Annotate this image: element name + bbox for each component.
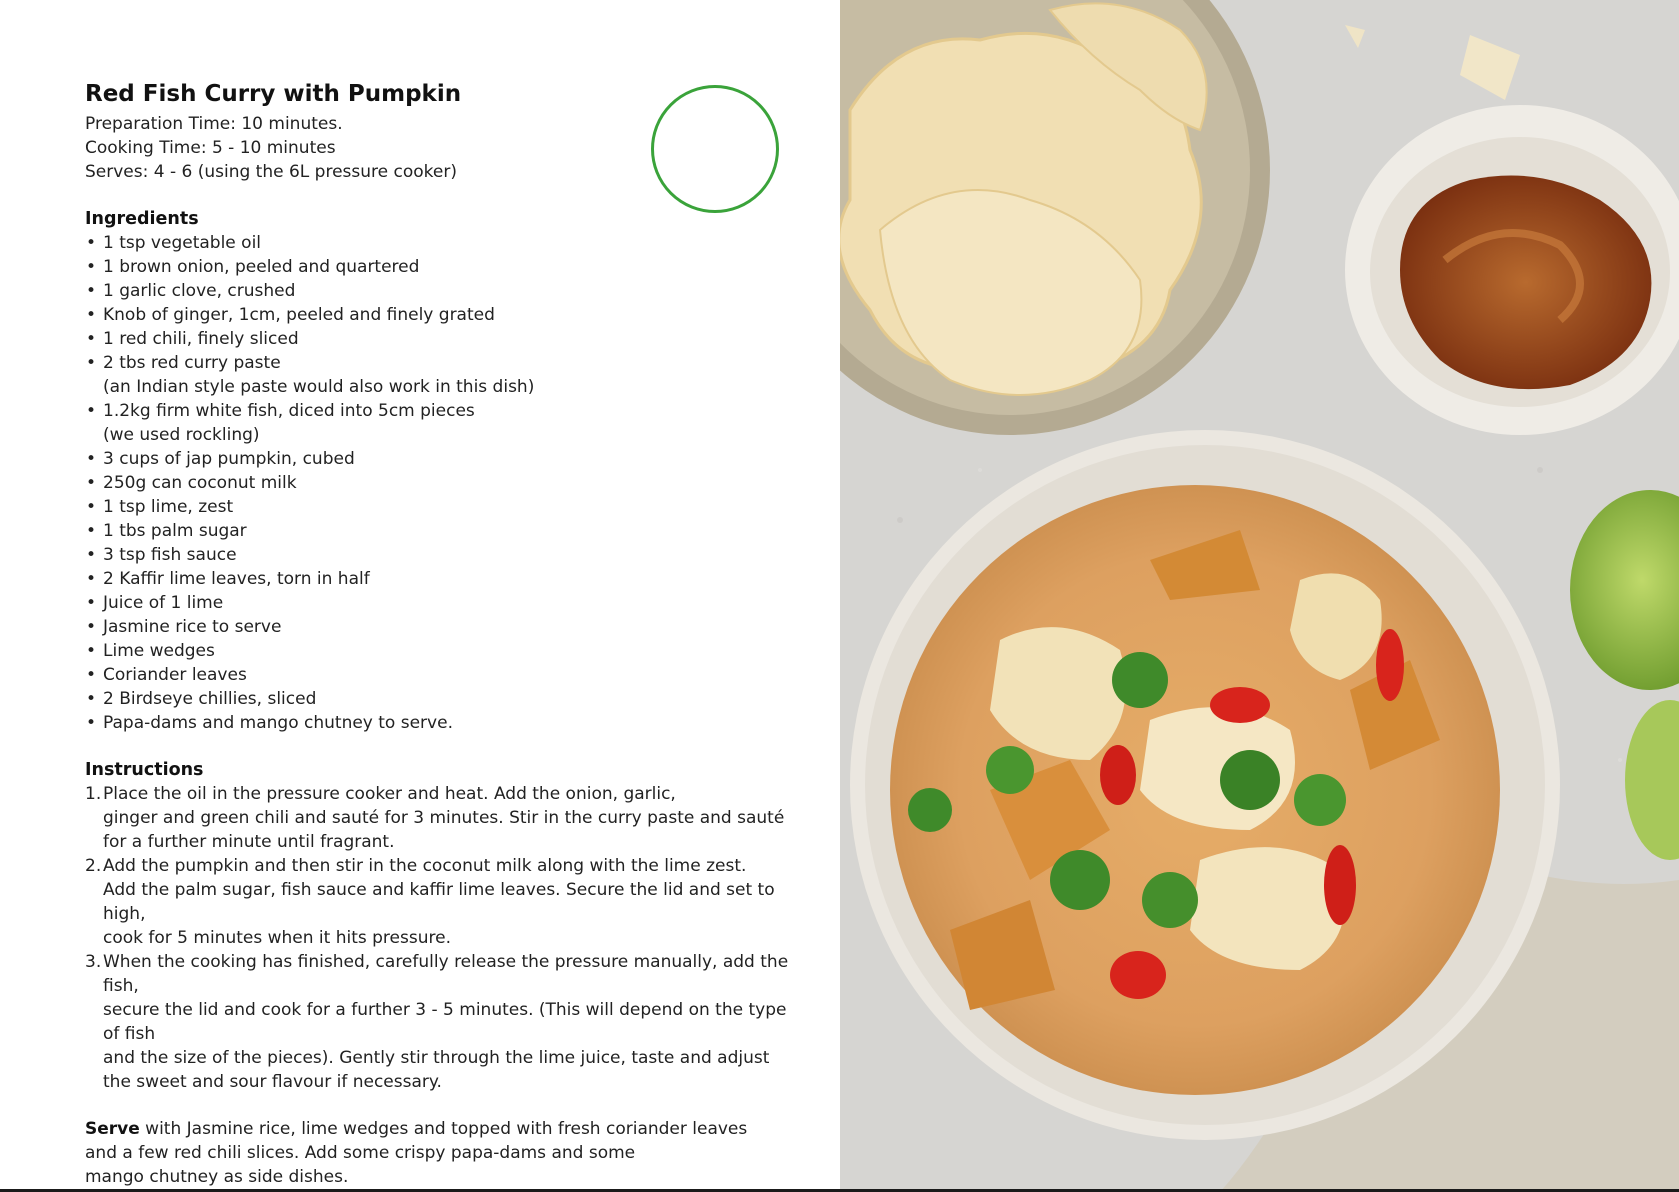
ingredients-heading: Ingredients (85, 209, 199, 229)
ingredient-note: (we used rockling) (103, 425, 260, 445)
cooking-time: Cooking Time: 5 - 10 minutes (85, 138, 336, 158)
instruction-step (85, 950, 805, 1094)
serve-line: and a few red chili slices. Add some crispy papa-dams and some (85, 1143, 636, 1163)
serve-line: with Jasmine rice, lime wedges and topped with fresh coriander leaves (139, 1119, 748, 1139)
chili-slice (1110, 951, 1166, 999)
ingredient-text: Juice of 1 lime (103, 593, 224, 613)
instructions-heading: Instructions (85, 760, 204, 780)
ingredient-item (85, 399, 805, 447)
ingredient-item (85, 279, 805, 303)
ingredient-item (85, 591, 805, 615)
step-number: 2. (85, 856, 102, 876)
ingredient-text: Coriander leaves (103, 665, 247, 685)
ingredient-text: 1.2kg firm white fish, diced into 5cm pieces (103, 401, 475, 421)
ingredient-text: Lime wedges (103, 641, 215, 661)
instructions-list (85, 782, 805, 1094)
ingredient-text: 1 tsp vegetable oil (103, 233, 262, 253)
ingredient-item (85, 303, 805, 327)
serve-lead: Serve (85, 1119, 140, 1139)
chili-slice (1324, 845, 1356, 925)
ingredient-text: 3 tsp fish sauce (103, 545, 237, 565)
coriander-leaf (1142, 872, 1198, 928)
instruction-step (85, 782, 805, 854)
ingredient-text: 1 tsp lime, zest (103, 497, 234, 517)
step-line: When the cooking has finished, carefully release the pressure manually, add the fish, (103, 952, 789, 996)
step-line: the sweet and sour flavour if necessary. (103, 1072, 442, 1092)
curry-photo (840, 0, 1679, 1192)
step-number: 1. (85, 784, 102, 804)
coriander-leaf (908, 788, 952, 832)
coriander-leaf (1112, 652, 1168, 708)
chili-slice (1100, 745, 1136, 805)
ingredient-text: 1 tbs palm sugar (103, 521, 247, 541)
ingredient-text: 2 Birdseye chillies, sliced (103, 689, 317, 709)
ingredient-item (85, 495, 805, 519)
coriander-leaf (1294, 774, 1346, 826)
step-number: 3. (85, 952, 102, 972)
ingredient-item (85, 351, 805, 399)
coriander-leaf (1220, 750, 1280, 810)
ingredient-text: 1 red chili, finely sliced (103, 329, 299, 349)
ingredient-item (85, 447, 805, 471)
step-line: ginger and green chili and sauté for 3 minutes. Stir in the curry paste and sauté (103, 808, 785, 828)
ingredient-item (85, 687, 805, 711)
step-line: cook for 5 minutes when it hits pressure. (103, 928, 451, 948)
ingredient-text: 3 cups of jap pumpkin, cubed (103, 449, 355, 469)
step-line: secure the lid and cook for a further 3 - 5 minutes. (This will depend on the type of fish (103, 1000, 787, 1044)
step-line: and the size of the pieces). Gently stir through the lime juice, taste and adjust (103, 1048, 770, 1068)
ingredient-item (85, 663, 805, 687)
ingredient-item (85, 711, 805, 735)
ingredients-list (85, 231, 805, 735)
recipe-title: Red Fish Curry with Pumpkin (85, 81, 462, 107)
ingredient-item (85, 255, 805, 279)
ingredient-item (85, 471, 805, 495)
instruction-step (85, 854, 805, 950)
ingredient-text: Knob of ginger, 1cm, peeled and finely grated (103, 305, 495, 325)
ingredient-text: 2 Kaffir lime leaves, torn in half (103, 569, 370, 589)
serve-paragraph (85, 1117, 805, 1189)
ingredient-item (85, 543, 805, 567)
ingredient-item (85, 615, 805, 639)
green-circle-decoration (651, 85, 779, 213)
chili-slice (1210, 687, 1270, 723)
coriander-leaf (986, 746, 1034, 794)
ingredient-item (85, 639, 805, 663)
ingredient-item (85, 567, 805, 591)
ingredient-item (85, 231, 805, 255)
ingredient-item (85, 327, 805, 351)
ingredient-text: 2 tbs red curry paste (103, 353, 281, 373)
ingredient-text: 1 brown onion, peeled and quartered (103, 257, 420, 277)
coriander-leaf (1050, 850, 1110, 910)
ingredient-text: 250g can coconut milk (103, 473, 297, 493)
chili-slice (1376, 629, 1404, 701)
step-line: Add the palm sugar, fish sauce and kaffir lime leaves. Secure the lid and set to high, (103, 880, 775, 924)
ingredient-item (85, 519, 805, 543)
recipe-text-column (85, 76, 805, 1189)
ingredient-text: 1 garlic clove, crushed (103, 281, 296, 301)
step-line: Add the pumpkin and then stir in the coconut milk along with the lime zest. (103, 856, 747, 876)
step-line: Place the oil in the pressure cooker and heat. Add the onion, garlic, (103, 784, 676, 804)
serve-line: mango chutney as side dishes. (85, 1167, 349, 1187)
step-line: for a further minute until fragrant. (103, 832, 395, 852)
ingredient-text: Jasmine rice to serve (103, 617, 282, 637)
preparation-time: Preparation Time: 10 minutes. (85, 114, 343, 134)
ingredient-note: (an Indian style paste would also work in this dish) (103, 377, 535, 397)
serves: Serves: 4 - 6 (using the 6L pressure cooker) (85, 162, 457, 182)
ingredient-text: Papa-dams and mango chutney to serve. (103, 713, 453, 733)
